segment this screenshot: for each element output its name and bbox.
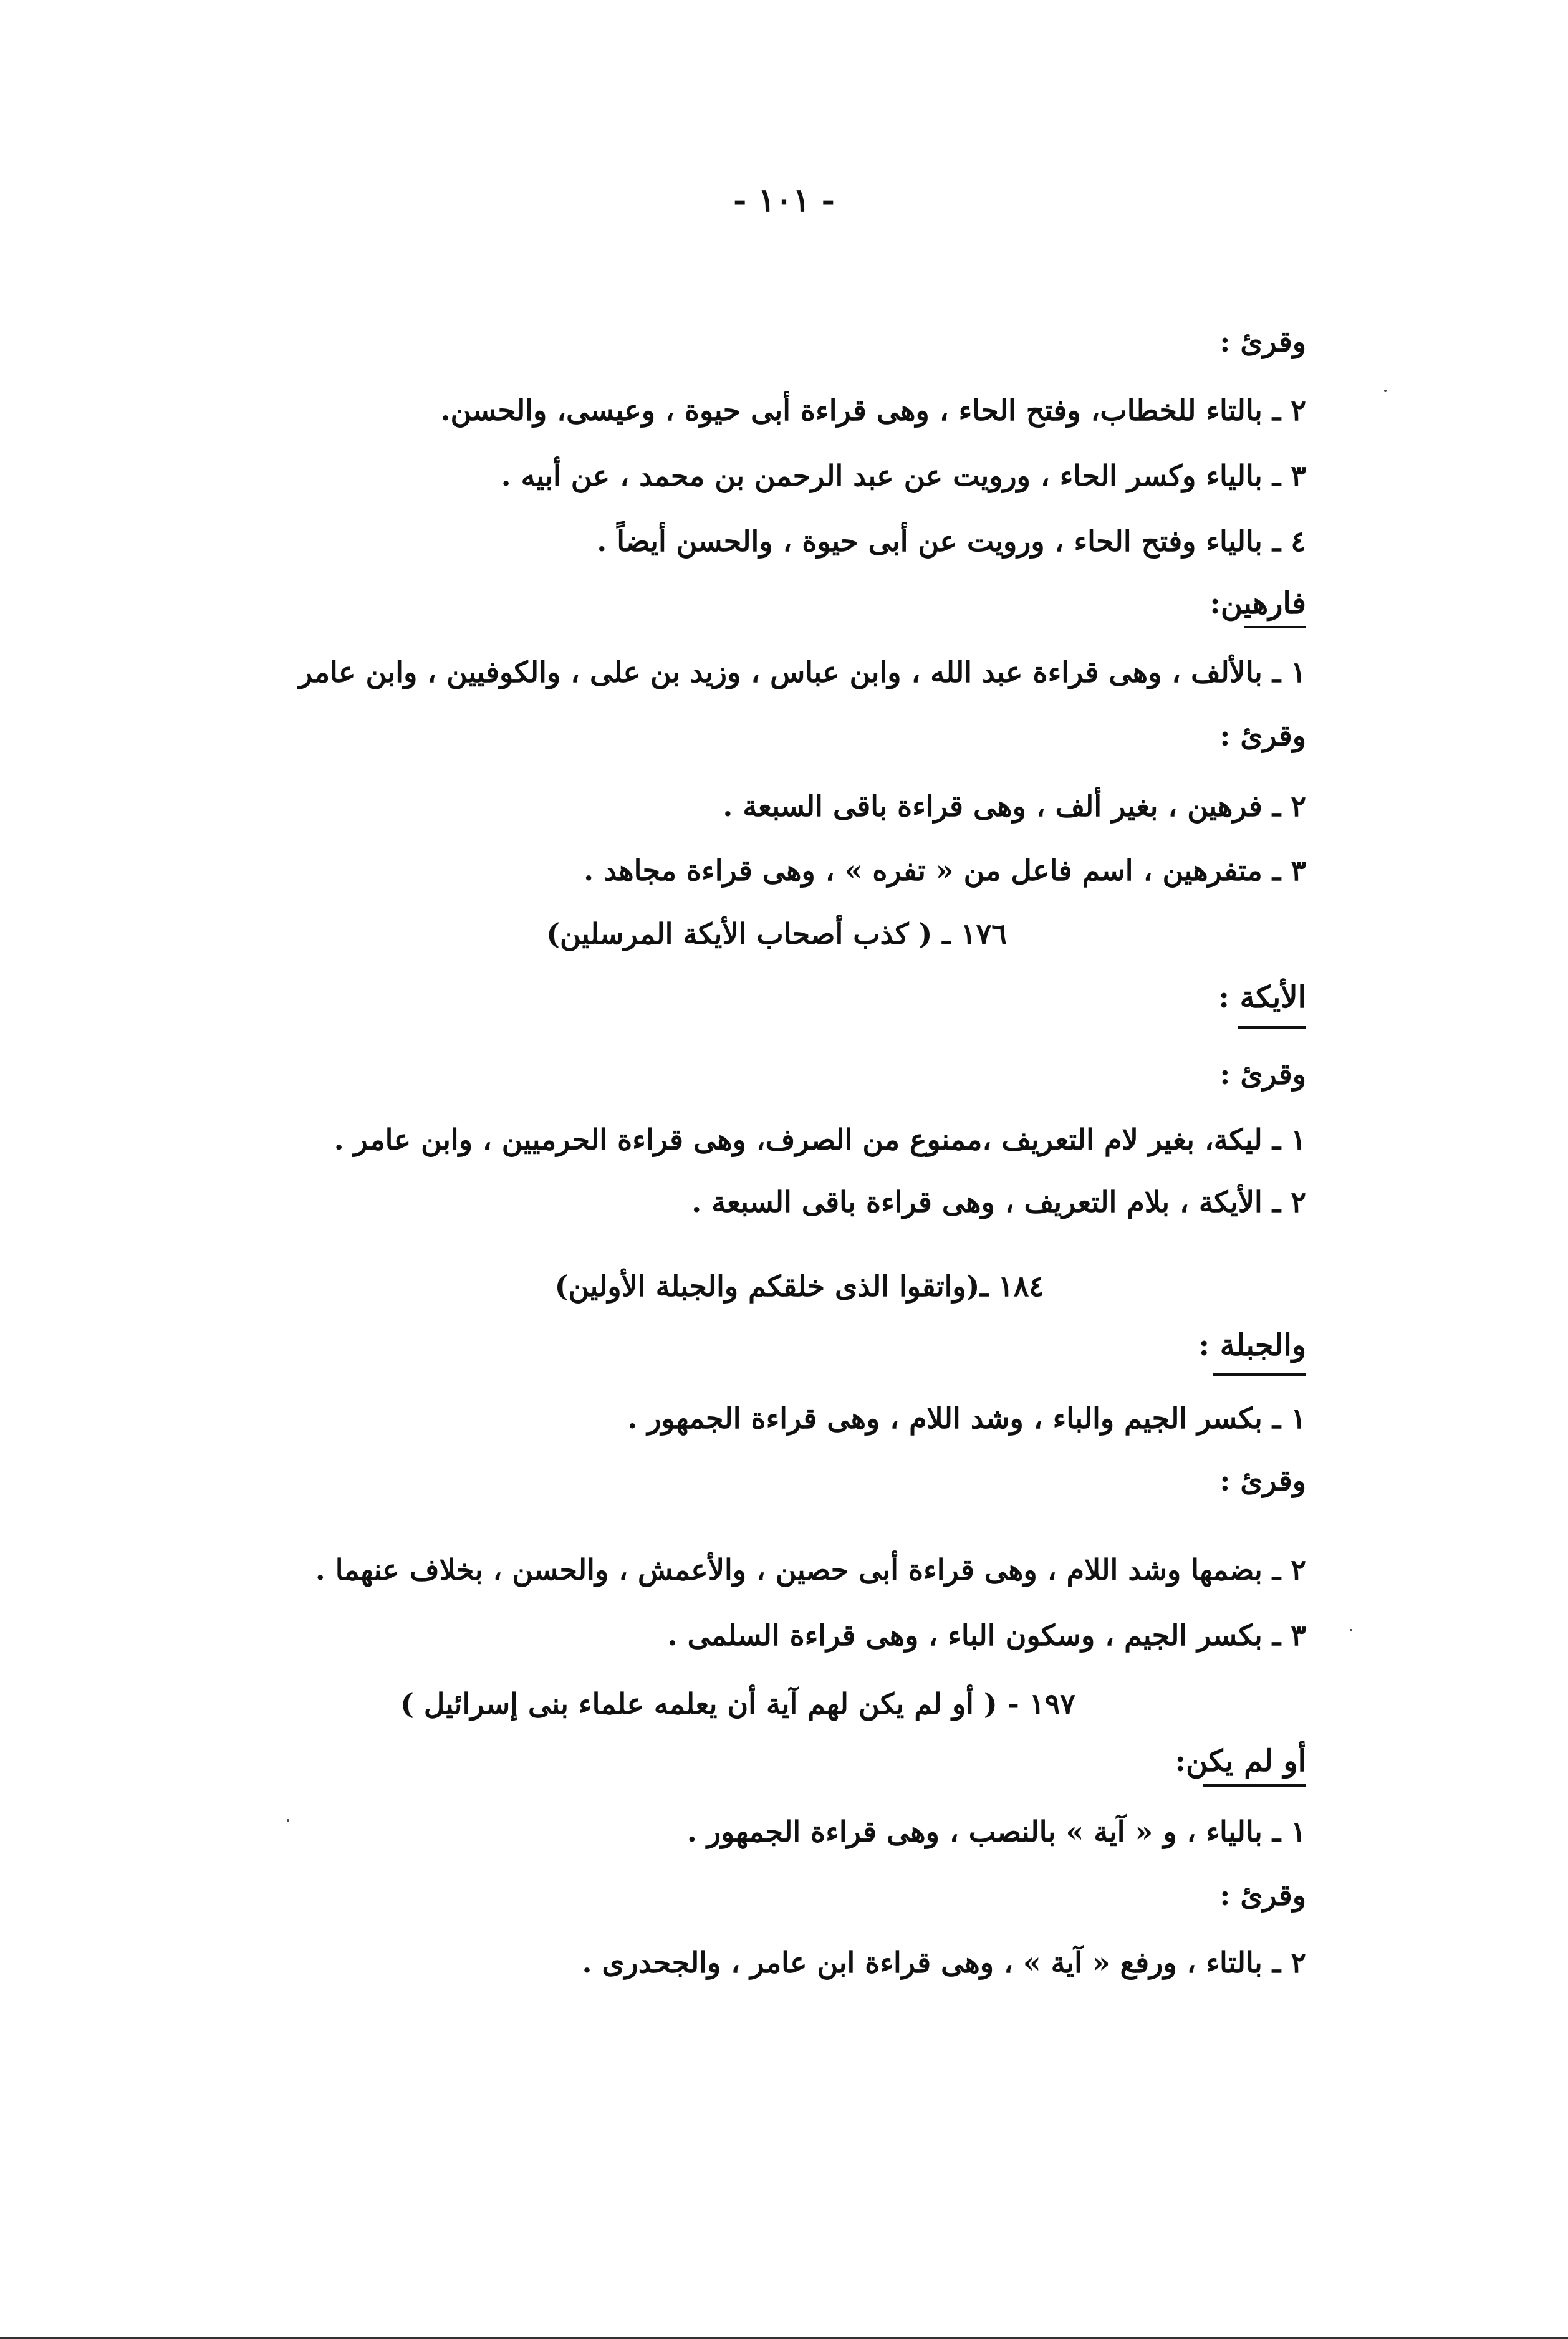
heading-underline [1244, 626, 1306, 628]
heading-underline [1213, 1373, 1306, 1376]
text-line: ٣ ـ متفرهين ، اسم فاعل من « تفره » ، وهى قراءة مجاهد . [584, 853, 1306, 887]
page-bottom-edge [0, 2337, 1568, 2339]
text-line: ١ ـ بكسر الجيم والباء ، وشد اللام ، وهى قراءة الجمهور . [627, 1401, 1306, 1435]
heading-aw-lam-yakun: أو لم يكن: [1175, 1744, 1306, 1779]
text-line: ٢ ـ بالتاء ، ورفع « آية » ، وهى قراءة ابن عامر ، والجحدرى . [582, 1946, 1306, 1979]
scan-speck [1384, 390, 1387, 392]
scan-speck [287, 1819, 289, 1822]
text-line: ٣ ـ بالياء وكسر الحاء ، ورويت عن عبد الرحمن بن محمد ، عن أبيه . [501, 459, 1306, 492]
text-line-qurie: وقرئ : [1219, 1057, 1306, 1091]
text-line: ٢ ـ بالتاء للخطاب، وفتح الحاء ، وهى قراءة أبى حيوة ، وعيسى، والحسن. [440, 393, 1306, 427]
text-line: ٢ ـ فرهين ، بغير ألف ، وهى قراءة باقى السبعة . [723, 789, 1306, 823]
heading-wal-jibillah: والجبلة : [1198, 1328, 1306, 1363]
heading-farihin: فارهين: [1210, 586, 1306, 621]
text-line: ١ ـ ليكة، بغير لام التعريف ،ممنوع من الصرف، وهى قراءة الحرميين ، وابن عامر . [334, 1123, 1306, 1156]
text-line-qurie: وقرئ : [1219, 1878, 1306, 1912]
scan-speck [1350, 1629, 1352, 1631]
text-line-qurie: وقرئ : [1219, 719, 1306, 752]
verse-line: ١٧٦ ـ ( كذب أصحاب الأيكة المرسلين) [546, 917, 1007, 951]
text-line-qurie: وقرئ : [1219, 325, 1306, 358]
text-line: ٣ ـ بكسر الجيم ، وسكون الباء ، وهى قراءة السلمى . [667, 1618, 1306, 1652]
verse-line: ١٩٧ - ( أو لم يكن لهم آية أن يعلمه علماء بنى إسرائيل ) [400, 1687, 1075, 1721]
heading-al-aykah: الأيكة : [1218, 980, 1306, 1015]
page-number: - ١٠١ - [733, 181, 835, 219]
heading-underline [1203, 1784, 1306, 1787]
text-line: ٤ ـ بالياء وفتح الحاء ، ورويت عن أبى حيوة ، والحسن أيضاً . [597, 524, 1306, 558]
text-line: ٢ ـ بضمها وشد اللام ، وهى قراءة أبى حصين ، والأعمش ، والحسن ، بخلاف عنهما . [315, 1553, 1306, 1587]
text-line: ١ ـ بالياء ، و « آية » بالنصب ، وهى قراءة الجمهور . [686, 1815, 1306, 1848]
heading-underline [1238, 1026, 1306, 1029]
text-line-qurie: وقرئ : [1219, 1464, 1306, 1497]
text-line: ١ ـ بالألف ، وهى قراءة عبد الله ، وابن عباس ، وزيد بن على ، والكوفيين ، وابن عامر [298, 655, 1306, 689]
text-line: ٢ ـ الأيكة ، بلام التعريف ، وهى قراءة باقى السبعة . [691, 1185, 1306, 1219]
verse-line: ١٨٤ ـ(واتقوا الذى خلقكم والجبلة الأولين) [554, 1269, 1044, 1303]
